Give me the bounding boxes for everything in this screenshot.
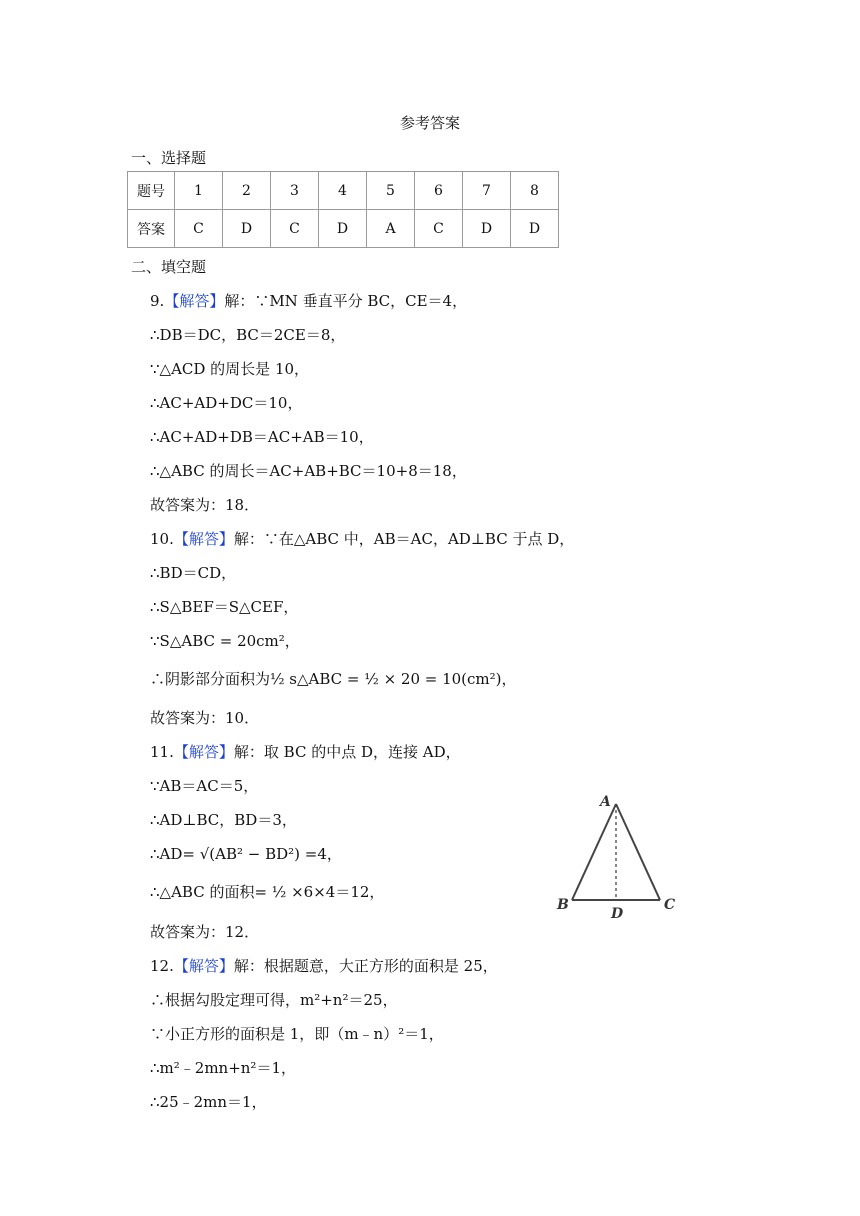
- answer-tag: 【解答】: [173, 743, 234, 761]
- table-cell: 7: [463, 172, 511, 210]
- q10-line-3: ∴S△BEF＝S△CEF，: [150, 598, 299, 616]
- q9-line-5: ∴AC+AD+DB＝AC+AB＝10，: [150, 428, 374, 446]
- table-cell: 5: [367, 172, 415, 210]
- triangle-figure: [552, 790, 682, 920]
- q11-line-5: ∴△ABC 的面积= ½ ×6×4＝12，: [150, 883, 385, 901]
- section-choice-heading: 一、选择题: [131, 149, 207, 167]
- label-d: D: [611, 906, 624, 920]
- q12-number: 12.: [150, 957, 174, 975]
- table-cell: 4: [319, 172, 367, 210]
- label-b: B: [557, 897, 569, 913]
- answer-tag: 【解答】: [164, 292, 225, 310]
- table-cell: D: [463, 210, 511, 248]
- q12-line-2: ∴根据勾股定理可得，m²+n²＝25，: [150, 991, 398, 1009]
- side-ac: [616, 804, 660, 900]
- answer-table: [127, 171, 559, 248]
- q9-number: 9.: [150, 292, 165, 310]
- q9-line-4: ∴AC+AD+DC＝10，: [150, 394, 303, 412]
- q11-line-1: [150, 741, 461, 762]
- table-cell: C: [175, 210, 223, 248]
- q9-line-6: ∴△ABC 的周长＝AC+AB+BC＝10+8＝18，: [150, 462, 467, 480]
- q12-line-3: ∵小正方形的面积是 1，即（m﹣n）²＝1，: [150, 1025, 444, 1043]
- q11-text-1: 解：取 BC 的中点 D，连接 AD，: [233, 743, 461, 761]
- q9-line-2: ∴DB＝DC，BC＝2CE＝8，: [150, 326, 346, 344]
- table-cell: 1: [175, 172, 223, 210]
- q12-line-5: ∴25﹣2mn＝1，: [150, 1093, 267, 1111]
- side-ab: [572, 804, 616, 900]
- q12-line-1: [150, 955, 498, 976]
- table-cell: 3: [271, 172, 319, 210]
- q12-line-4: ∴m²﹣2mn+n²＝1，: [150, 1059, 296, 1077]
- table-cell: 答案: [128, 210, 175, 248]
- page-title: 参考答案: [399, 114, 460, 132]
- table-cell: D: [319, 210, 367, 248]
- q10-line-2: ∴BD＝CD，: [150, 564, 237, 582]
- q9-line-1: [150, 290, 467, 311]
- q10-text-1: 解：∵在△ABC 中，AB＝AC，AD⊥BC 于点 D，: [233, 530, 575, 548]
- q11-line-2: ∵AB＝AC＝5，: [150, 777, 259, 795]
- table-cell: A: [367, 210, 415, 248]
- table-cell: 6: [415, 172, 463, 210]
- q9-line-7: 故答案为：18．: [150, 496, 260, 514]
- table-cell: D: [511, 210, 559, 248]
- table-cell: 8: [511, 172, 559, 210]
- q10-number: 10.: [150, 530, 174, 548]
- label-a: A: [600, 794, 611, 810]
- table-cell: 题号: [128, 172, 175, 210]
- table-row: [128, 210, 559, 248]
- q10-line-7: 故答案为：10．: [150, 709, 260, 727]
- q9-text-1: 解：∵MN 垂直平分 BC，CE＝4，: [224, 292, 468, 310]
- table-cell: 2: [223, 172, 271, 210]
- q10-line-1: [150, 528, 574, 549]
- q11-line-4: ∴AD= √(AB² − BD²) =4，: [150, 845, 342, 863]
- q11-line-3: ∴AD⊥BC，BD＝3，: [150, 811, 297, 829]
- table-cell: C: [415, 210, 463, 248]
- answer-tag: 【解答】: [173, 530, 234, 548]
- section-fill-heading: 二、填空题: [131, 258, 207, 276]
- table-cell: C: [271, 210, 319, 248]
- q9-line-3: ∵△ACD 的周长是 10，: [150, 360, 310, 378]
- answer-tag: 【解答】: [173, 957, 234, 975]
- q11-line-7: 故答案为：12．: [150, 923, 260, 941]
- table-row: [128, 172, 559, 210]
- q10-line-5: ∴阴影部分面积为½ s△ABC = ½ × 20 = 10(cm²)，: [150, 670, 517, 688]
- label-c: C: [664, 897, 676, 913]
- q10-line-4: ∵S△ABC = 20cm²，: [150, 632, 300, 650]
- q11-number: 11.: [150, 743, 174, 761]
- table-cell: D: [223, 210, 271, 248]
- q12-text-1: 解：根据题意，大正方形的面积是 25，: [233, 957, 498, 975]
